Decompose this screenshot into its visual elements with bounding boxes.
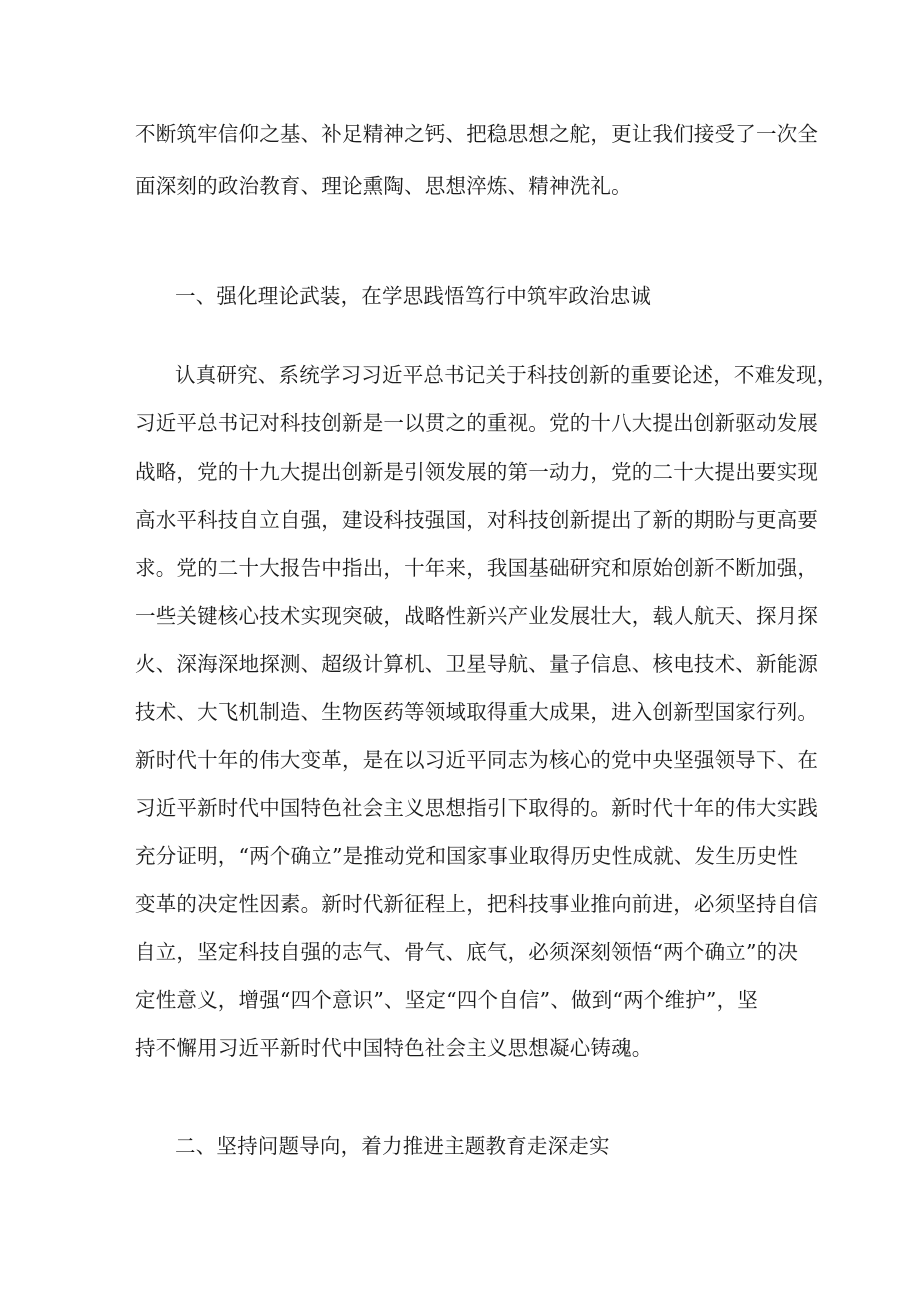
section-1-paragraph-line-6: 一些关键核心技术实现突破，战略性新兴产业发展壮大，载人航天、探月探 [135,604,819,628]
section-1-paragraph-line-13: 自立，坚定科技自强的志气、骨气、底气，必须深刻领悟“两个确立”的决 [135,940,799,964]
section-1-paragraph-line-11: 充分证明，“两个确立”是推动党和国家事业取得历史性成就、发生历史性 [135,844,799,868]
intro-paragraph-line-2: 面深刻的政治教育、理论熏陶、思想淬炼、精神洗礼。 [135,174,632,198]
section-1-paragraph-line-1: 认真研究、系统学习习近平总书记关于科技创新的重要论述，不难发现， [175,363,838,387]
intro-paragraph-line-1: 不断筑牢信仰之基、补足精神之钙、把稳思想之舵，更让我们接受了一次全 [135,122,819,146]
section-1-paragraph-line-7: 火、深海深地探测、超级计算机、卫星导航、量子信息、核电技术、新能源 [135,652,819,676]
section-1-paragraph-line-9: 新时代十年的伟大变革，是在以习近平同志为核心的党中央坚强领导下、在 [135,748,819,772]
section-1-paragraph-line-5: 求。党的二十大报告中指出，十年来，我国基础研究和原始创新不断加强， [135,556,819,580]
section-1-paragraph-line-12: 变革的决定性因素。新时代新征程上，把科技事业推向前进，必须坚持自信 [135,892,819,916]
section-1-paragraph-line-4: 高水平科技自立自强，建设科技强国，对科技创新提出了新的期盼与更高要 [135,508,819,532]
section-1-paragraph-line-2: 习近平总书记对科技创新是一以贯之的重视。党的十八大提出创新驱动发展 [135,411,819,435]
section-1-heading: 一、强化理论武装，在学思践悟笃行中筑牢政治忠诚 [175,284,652,308]
section-2-heading: 二、坚持问题导向，着力推进主题教育走深走实 [175,1134,610,1158]
section-1-paragraph-line-15: 持不懈用习近平新时代中国特色社会主义思想凝心铸魂。 [135,1036,653,1060]
section-1-paragraph-line-8: 技术、大飞机制造、生物医药等领域取得重大成果，进入创新型国家行列。 [135,700,819,724]
section-1-paragraph-line-3: 战略，党的十九大提出创新是引领发展的第一动力，党的二十大提出要实现 [135,460,819,484]
section-1-paragraph-line-14: 定性意义，增强“四个意识”、坚定“四个自信”、做到“两个维护”，坚 [135,988,758,1012]
section-1-paragraph-line-10: 习近平新时代中国特色社会主义思想指引下取得的。新时代十年的伟大实践 [135,796,819,820]
